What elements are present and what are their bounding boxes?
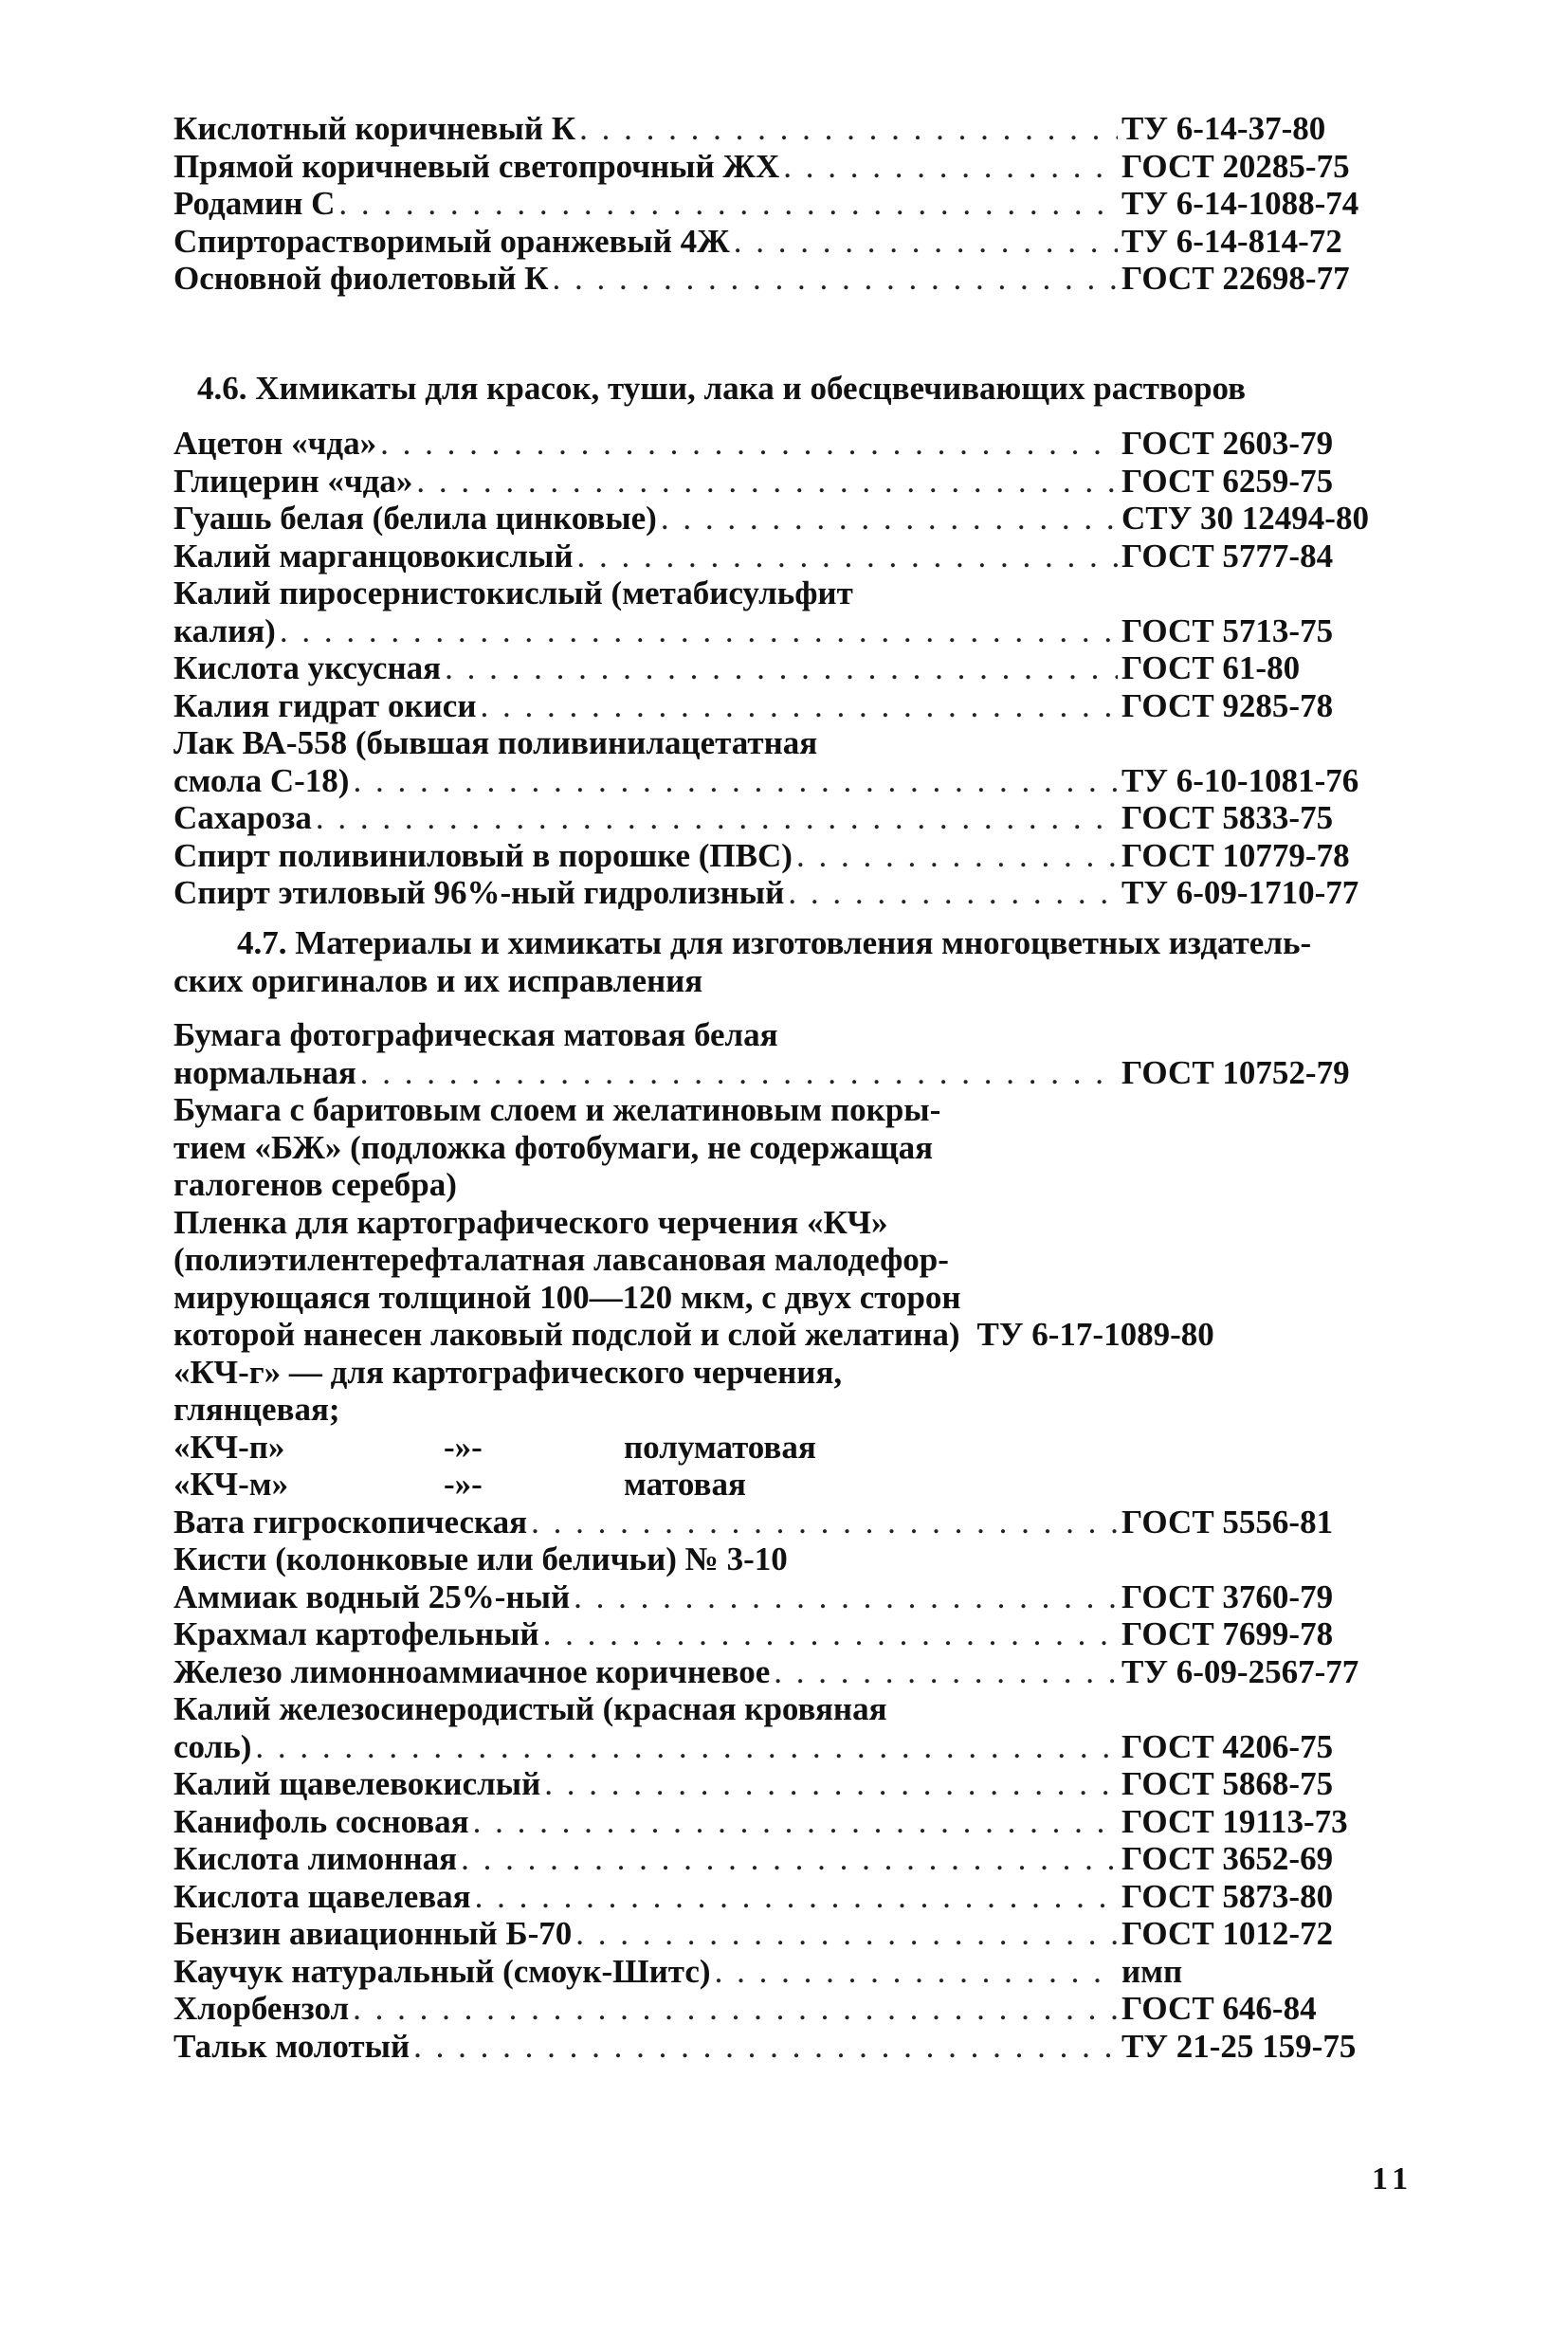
item-label: Прямой коричневый светопрочный ЖХ	[173, 147, 780, 185]
item-label: Калия гидрат окиси	[173, 686, 477, 724]
item-label: Калий марганцовокислый	[173, 537, 574, 574]
dye-list	[173, 110, 1406, 298]
item-label: Бензин авиационный Б-70	[173, 1915, 573, 1952]
item-label: Железо лимонноаммиачное коричневое	[173, 1652, 771, 1690]
item-standard: ГОСТ 1012-72	[1121, 1915, 1334, 1952]
list-item	[173, 1878, 1406, 1916]
list-item	[173, 1466, 1406, 1504]
ditto-mark: -»-	[444, 1466, 483, 1503]
item-label: смола С-18)	[173, 761, 350, 799]
list-item	[173, 837, 1406, 875]
item-label-line: Лак ВА-558 (бывшая поливинилацетатная	[173, 724, 818, 761]
item-standard: имп	[1121, 1952, 1183, 1990]
chemicals-list	[173, 425, 1406, 912]
item-label-line: Бумага фотографическая матовая белая	[173, 1016, 778, 1053]
item-label: Кислота щавелевая	[173, 1877, 471, 1915]
item-label: Кислота лимонная	[173, 1840, 458, 1877]
item-standard: ГОСТ 4206-75	[1121, 1727, 1334, 1765]
list-item	[173, 1429, 1406, 1467]
list-item	[173, 1316, 1406, 1354]
paragraph-line: галогенов серебра)	[173, 1166, 457, 1203]
item-standard: ТУ 6-10-1081-76	[1121, 761, 1359, 799]
list-item	[173, 612, 1406, 650]
item-standard: ГОСТ 20285-75	[1121, 147, 1350, 185]
list-item	[173, 799, 1406, 837]
list-item	[173, 1765, 1406, 1803]
item-label: Аммиак водный 25%-ный	[173, 1577, 571, 1615]
materials-list	[173, 1016, 1406, 2065]
item-standard: ГОСТ 5556-81	[1121, 1503, 1334, 1541]
list-item	[173, 874, 1406, 912]
list-item	[173, 1915, 1406, 1953]
list-item	[173, 500, 1406, 538]
list-item	[173, 1803, 1406, 1841]
item-standard: ТУ 6-14-37-80	[1121, 110, 1326, 147]
paragraph-line: тием «БЖ» (подложка фотобумаги, не содержащая	[173, 1128, 934, 1166]
item-label: Кислота уксусная	[173, 649, 442, 686]
list-item	[173, 110, 1406, 148]
item-label: соль)	[173, 1727, 252, 1765]
paragraph-line: «КЧ-г» — для картографического черчения,	[173, 1353, 843, 1391]
item-standard: ТУ 6-09-1710-77	[1121, 874, 1359, 911]
item-label: Кислотный коричневый К	[173, 110, 576, 147]
list-item	[173, 260, 1406, 298]
list-item	[173, 148, 1406, 186]
list-item	[173, 687, 1406, 725]
list-item	[173, 1840, 1406, 1878]
item-standard: ГОСТ 3652-69	[1121, 1840, 1334, 1877]
list-item	[173, 1578, 1406, 1616]
list-item	[173, 649, 1406, 687]
variant-name: «КЧ-п»	[173, 1428, 285, 1466]
item-standard: ГОСТ 9285-78	[1121, 686, 1334, 724]
list-item	[173, 1953, 1406, 1991]
item-label: Хлорбензол	[173, 1990, 350, 2027]
section-heading-4-6: 4.6. Химикаты для красок, туши, лака и обесцвечивающих растворов	[197, 370, 1247, 407]
item-label: которой нанесен лаковый подслой и слой желатина)	[173, 1316, 960, 1353]
item-standard: ГОСТ 10779-78	[1121, 836, 1350, 874]
list-item	[173, 538, 1406, 575]
item-label: Тальк молотый	[173, 2027, 410, 2065]
item-label: Вата гигроскопическая	[173, 1503, 528, 1541]
list-item	[173, 223, 1406, 261]
item-standard: ГОСТ 5873-80	[1121, 1877, 1334, 1915]
item-label: Глицерин «чда»	[173, 462, 413, 500]
item-standard: ТУ 6-14-1088-74	[1121, 185, 1359, 222]
item-label-line: Калий железосинеродистый (красная кровяная	[173, 1690, 887, 1727]
list-item	[173, 1054, 1406, 1092]
item-standard: ТУ 6-17-1089-80	[976, 1316, 1214, 1353]
variant-name: «КЧ-м»	[173, 1466, 289, 1503]
item-standard: ГОСТ 646-84	[1121, 1990, 1317, 2027]
item-label: калия)	[173, 611, 276, 649]
item-label: Каучук натуральный (смоук-Шитс)	[173, 1952, 711, 1990]
section-heading-4-7: 4.7. Материалы и химикаты для изготовления многоцветных издатель-	[237, 924, 1312, 961]
item-standard: ГОСТ 61-80	[1121, 649, 1301, 686]
item-label: нормальная	[173, 1053, 356, 1091]
item-standard: ГОСТ 7699-78	[1121, 1615, 1334, 1652]
item-label-line: Калий пиросернистокислый (метабисульфит	[173, 574, 853, 611]
page-number: 11	[1372, 2161, 1414, 2197]
item-label: Спирт поливиниловый в порошке (ПВС)	[173, 836, 793, 874]
item-standard: ГОСТ 5777-84	[1121, 537, 1334, 574]
item-standard: ГОСТ 5833-75	[1121, 799, 1334, 836]
list-item	[173, 185, 1406, 223]
item-label: Родамин С	[173, 185, 336, 222]
item-standard: ГОСТ 22698-77	[1121, 260, 1350, 297]
paragraph-line: Пленка для картографического черчения «КЧ»	[173, 1203, 888, 1241]
list-item	[173, 1615, 1406, 1653]
paragraph-line: глянцевая;	[173, 1391, 340, 1428]
item-label: Основной фиолетовый К	[173, 260, 549, 297]
list-item	[173, 762, 1406, 800]
paragraph-line: (полиэтилентерефталатная лавсановая малодефор-	[173, 1241, 949, 1278]
list-item	[173, 2028, 1406, 2066]
paragraph-line: Бумага с баритовым слоем и желатиновым покры-	[173, 1091, 941, 1128]
item-label: Ацетон «чда»	[173, 425, 377, 462]
item-label: Канифоль сосновая	[173, 1802, 469, 1840]
item-standard: ТУ 21-25 159-75	[1121, 2027, 1357, 2065]
item-standard: ТУ 6-09-2567-77	[1121, 1652, 1359, 1690]
item-label: Гуашь белая (белила цинковые)	[173, 500, 657, 537]
list-item: Кисти (колонковые или беличьи) № 3-10	[173, 1541, 788, 1577]
item-standard: СТУ 30 12494-80	[1121, 500, 1369, 537]
item-standard: ГОСТ 6259-75	[1121, 462, 1334, 500]
variant-type: матовая	[624, 1466, 746, 1503]
list-item	[173, 1990, 1406, 2028]
item-label: Калий щавелевокислый	[173, 1765, 541, 1802]
item-standard: ТУ 6-14-814-72	[1121, 222, 1342, 260]
ditto-mark: -»-	[444, 1428, 483, 1466]
list-item	[173, 1653, 1406, 1691]
variant-type: полуматовая	[624, 1428, 816, 1466]
item-standard: ГОСТ 5713-75	[1121, 611, 1334, 649]
item-label: Крахмал картофельный	[173, 1615, 539, 1652]
paragraph-line: мирующаяся толщиной 100—120 мкм, с двух сторон	[173, 1278, 961, 1316]
item-standard: ГОСТ 10752-79	[1121, 1053, 1350, 1091]
item-label: Сахароза	[173, 799, 312, 836]
item-standard: ГОСТ 2603-79	[1121, 425, 1334, 462]
section-heading-4-7-cont: ских оригиналов и их исправления	[173, 962, 703, 999]
item-standard: ГОСТ 19113-73	[1121, 1802, 1348, 1840]
item-standard: ГОСТ 5868-75	[1121, 1765, 1334, 1802]
item-standard: ГОСТ 3760-79	[1121, 1577, 1334, 1615]
item-label: Спирт этиловый 96%-ный гидролизный	[173, 874, 785, 911]
item-label: Спирторастворимый оранжевый 4Ж	[173, 222, 730, 260]
list-item	[173, 1728, 1406, 1766]
list-item	[173, 425, 1406, 463]
list-item	[173, 463, 1406, 501]
list-item	[173, 1504, 1406, 1541]
